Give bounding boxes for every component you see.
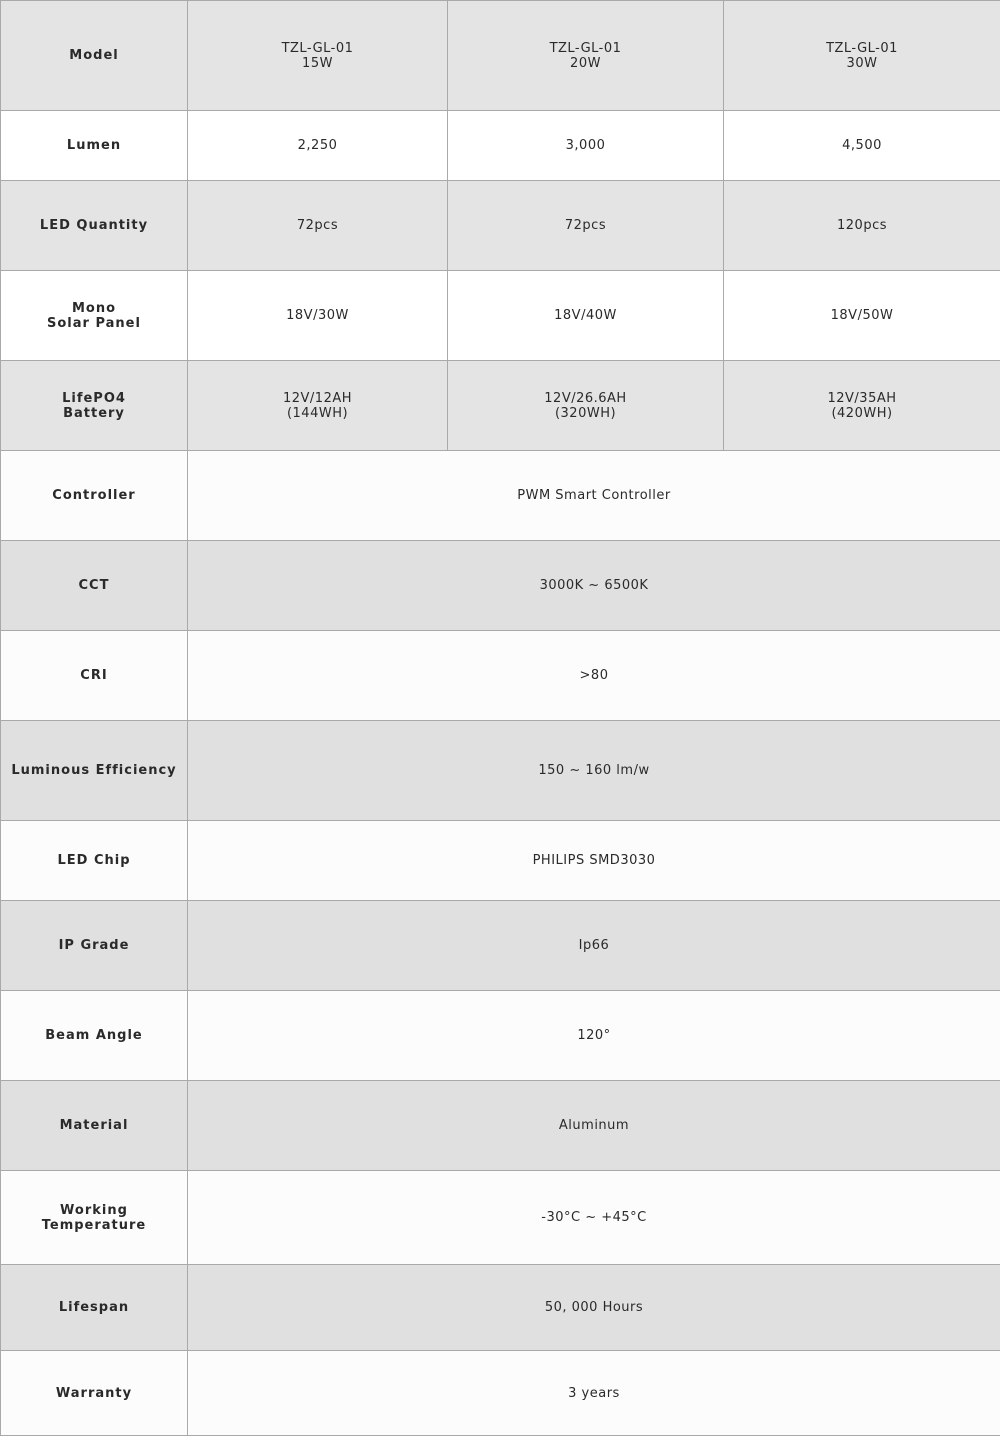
cell-value: -30°C ~ +45°C — [188, 1171, 1000, 1265]
cell-30w: 4,500 — [724, 111, 1000, 181]
cell-20w: 12V/26.6AH (320WH) — [448, 361, 724, 451]
cell-20w: 72pcs — [448, 181, 724, 271]
row-label: Material — [1, 1081, 188, 1171]
cell-value: >80 — [188, 631, 1000, 721]
cell-value: Ip66 — [188, 901, 1000, 991]
cell-15w: TZL-GL-01 15W — [188, 1, 448, 111]
cell-30w: 120pcs — [724, 181, 1000, 271]
cell-15w: 2,250 — [188, 111, 448, 181]
row-label: IP Grade — [1, 901, 188, 991]
row-label: Luminous Efficiency — [1, 721, 188, 821]
row-label: LED Chip — [1, 821, 188, 901]
row-battery — [1, 361, 1000, 451]
row-model — [1, 1, 1000, 111]
cell-value: 3 years — [188, 1351, 1000, 1436]
cell-30w: TZL-GL-01 30W — [724, 1, 1000, 111]
row-label: LifePO4 Battery — [1, 361, 188, 451]
row-working-temperature — [1, 1171, 1000, 1265]
row-material — [1, 1081, 1000, 1171]
row-led-quantity — [1, 181, 1000, 271]
row-label: Beam Angle — [1, 991, 188, 1081]
row-luminous-efficiency — [1, 721, 1000, 821]
cell-15w: 72pcs — [188, 181, 448, 271]
row-label: Model — [1, 1, 188, 111]
cell-value: PHILIPS SMD3030 — [188, 821, 1000, 901]
row-label: Working Temperature — [1, 1171, 188, 1265]
cell-20w: 18V/40W — [448, 271, 724, 361]
row-label: Mono Solar Panel — [1, 271, 188, 361]
row-label: Lifespan — [1, 1265, 188, 1351]
row-label: Lumen — [1, 111, 188, 181]
row-label: CCT — [1, 541, 188, 631]
cell-value: 150 ~ 160 lm/w — [188, 721, 1000, 821]
row-controller — [1, 451, 1000, 541]
row-lumen — [1, 111, 1000, 181]
row-label: Warranty — [1, 1351, 188, 1436]
cell-20w: TZL-GL-01 20W — [448, 1, 724, 111]
row-cri — [1, 631, 1000, 721]
row-cct — [1, 541, 1000, 631]
cell-value: Aluminum — [188, 1081, 1000, 1171]
row-lifespan — [1, 1265, 1000, 1351]
row-ip-grade — [1, 901, 1000, 991]
cell-value: PWM Smart Controller — [188, 451, 1000, 541]
row-label: CRI — [1, 631, 188, 721]
cell-value: 3000K ~ 6500K — [188, 541, 1000, 631]
row-led-chip — [1, 821, 1000, 901]
cell-30w: 12V/35AH (420WH) — [724, 361, 1000, 451]
cell-value: 120° — [188, 991, 1000, 1081]
cell-15w: 12V/12AH (144WH) — [188, 361, 448, 451]
row-label: Controller — [1, 451, 188, 541]
row-warranty — [1, 1351, 1000, 1436]
row-beam-angle — [1, 991, 1000, 1081]
cell-value: 50, 000 Hours — [188, 1265, 1000, 1351]
row-label: LED Quantity — [1, 181, 188, 271]
cell-20w: 3,000 — [448, 111, 724, 181]
cell-30w: 18V/50W — [724, 271, 1000, 361]
cell-15w: 18V/30W — [188, 271, 448, 361]
row-solar-panel — [1, 271, 1000, 361]
